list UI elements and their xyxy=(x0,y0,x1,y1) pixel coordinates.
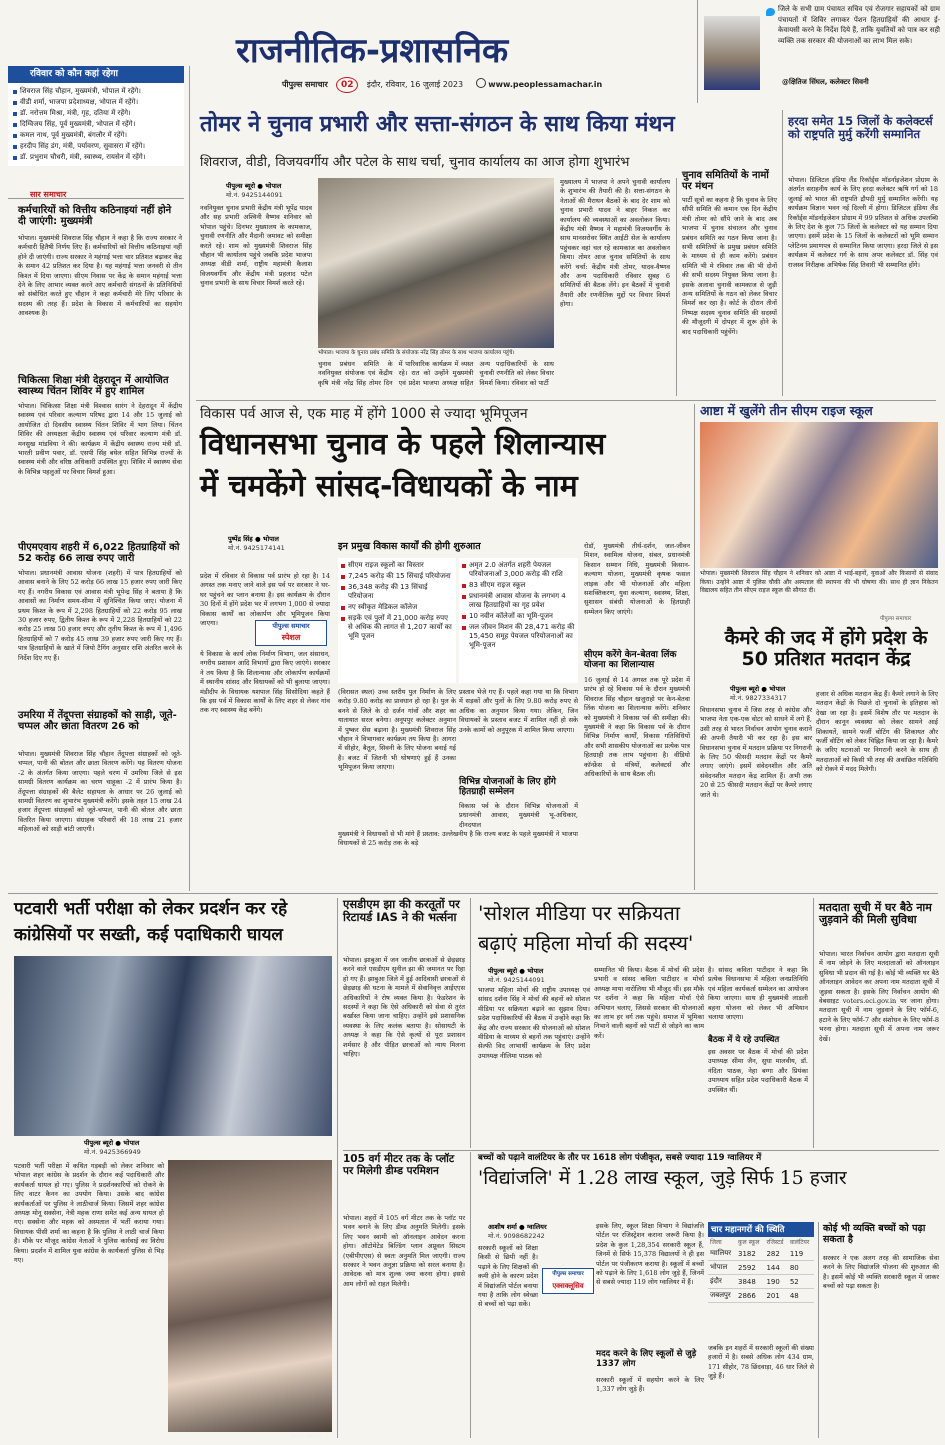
table-row xyxy=(708,1275,814,1289)
list-item: दिग्विजय सिंह, पूर्व मुख्यमंत्री, भोपाल में रहेंगे। xyxy=(12,119,182,130)
table-cell: 2866 xyxy=(736,1289,764,1303)
camera-col-1: विधानसभा चुनाव में जिस तरह से कांग्रेस और भाजपा नेता एक-एक वोटर को साधने में लगे हैं, उसी तरह से भारत निर्वाचन आयोग चुनाव कराने की अपनी तैयारी भी कर रहा है। इस बार विधानसभा चुनाव में मतदान प्रक्रिया पर निगरानी के लिए 50 फीसदी मतदान केंद्रों पर कैमरे लगाए जाएंगे। इसमें संवेदनशील और अति संवेदनशील मतदान केंद्र शामिल हैं। अभी तक 20 से 25 फीसदी मतदान केंद्रों पर कैमरे लगाए जाते थे। xyxy=(700,706,812,799)
sdm-body: भोपाल। झाबुआ में जन जातीय छात्राओं से छेड़छाड़ करने वाले एसडीएम सुनील झा की जमानत पर रिहा हो गए हैं। झाबुआ जिले में हुई आदिवासी छात्राओं से छेड़छाड़ की घटना के मामले में सेवानिवृत्त आईएएस अधिकारियों ने रोष व्यक्त किया है। फेडरेशन के सदस्यों ने कहा कि ऐसे अधिकारी को सेवा से तुरंत बर्खास्त किया जाना चाहिए। उन्होंने इसे प्रशासनिक व्यवस्था के लिए कलंक बताया है। सोसायटी के अध्यक्ष ने कहा कि ऐसे कृत्यों से पूरा प्रशासन शर्मसार है और पीड़ित छात्राओं को न्याय मिलना चाहिए। xyxy=(343,956,465,1059)
lead-photo xyxy=(318,178,554,348)
table-cell: 119 xyxy=(788,1247,814,1261)
table-cell: ग्वालियर xyxy=(708,1247,736,1261)
list-item: डॉ. प्रभुराम चौधरी, मंत्री, स्वास्थ्य, रायसेन में रहेंगे। xyxy=(12,152,182,163)
vidyanjali-headline: 'विद्यांजलि' में 1.28 लाख स्कूल, जुड़े सिर्फ 15 हजार xyxy=(478,1167,847,1189)
vidyanjali-sub-headline: मदद करने के लिए स्कूलों से जुड़े 1337 लोग xyxy=(596,1349,697,1369)
patwari-headline-1: पटवारी भर्ती परीक्षा को लेकर प्रदर्शन कर रहे xyxy=(14,899,288,919)
byline: आशीष शर्मा ● ग्वालियर xyxy=(488,1223,547,1231)
list-item: नए स्वीकृत मेडिकल कॉलेज xyxy=(341,603,453,612)
list-item: 83 सीएम राइज स्कूल xyxy=(462,581,575,590)
ken-betwa-body: 16 जुलाई से 14 अगस्त तक पूरे प्रदेश में प्रारंभ हो रहे विकास पर्व के दौरान मुख्यमंत्री शिवराज सिंह चौहान खजुराहो पर केन-बेतवा लिंक योजना का शिलान्यास करेंगे। शनिवार को मुख्यमंत्री ने विकास पर्व की समीक्षा की। मुख्यमंत्री ने कहा कि विकास पर्व के दौरान विभिन्न निर्माण कार्यों, विकास गतिविधियों और सभी शासकीय योजनाओं का प्रत्येक पात्र हितग्राही तक लाभ पहुंचाना है। वीडियो कॉन्फ्रेंस से मंत्रियों, कलेक्टर्स और अधिकारियों के साथ बैठक ली। xyxy=(584,676,690,779)
table-cell: 201 xyxy=(764,1289,787,1303)
list-item: कमल नाथ, पूर्व मुख्यमंत्री, बंगलौर में रहेंगे। xyxy=(12,130,182,141)
list-item: हरदीप सिंह डंग, मंत्री, पर्यावरण, सुवासरा में रहेंगे। xyxy=(12,141,182,152)
ashta-caption: भोपाल। मुख्यमंत्री शिवराज सिंह चौहान ने शनिवार को आष्टा में भाई-बहनों, युवाओं और किसानों से संवाद किया। उन्होंने आष्टा में पुलिस चौकी और अस्पताल की स्थापना की भी घोषणा की। साथ ही ज्ञान निकेतन विद्यालय सहित तीन सीएम राइज स्कूल की सौगात दी। xyxy=(700,570,938,594)
vidyanjali-side-headline: कोई भी व्यक्ति बच्चों को पढ़ा सकता है xyxy=(823,1223,926,1245)
vikas-body-4: प्रस्ताव भेजे गए हैं। पहले कहा गया था कि विभाग में सड़कों और पुलों के लिए 9.80 करोड़ रुपए से अधिक का अनुमान किया गया। लेकिन, जिन विधायकों के प्रस्ताव बजट में शामिल नहीं हो सके उनके कामों को अनुपूरक में शामिल किया जाएगा। xyxy=(459,688,578,734)
vidyanjali-side-body: सरकार ने एक अलग तरह की सामाजिक सेवा करने के लिए विद्यांजलि योजना की शुरुआत की है। इसमें कोई भी व्यक्ति सरकारी स्कूल में जाकर बच्चों को पढ़ा सकता है। xyxy=(823,1254,939,1291)
list-item: प्रधानमंत्री आवास योजना के लगभग 4 लाख हितग्राहियों का गृह प्रवेश xyxy=(462,592,575,610)
whereabouts-box xyxy=(8,66,184,166)
plot-body: भोपाल। शहरों में 105 वर्ग मीटर तक के प्लॉट पर भवन बनाने के लिए डीम्ड अनुमति मिलेगी। इसके लिए भवन स्वामी को ऑनलाइन आवेदन करना होगा। ऑटोमेटेड बिल्डिंग प्लान अप्रूवल सिस्टम (एबीपीएएस) से स्वतः अनुमति मिल जाएगी। राज्य सरकार ने भवन अनुज्ञा प्रक्रिया को सरल बनाया है। आवेदक को मात्र शुल्क जमा करना होगा। इससे आम लोगों को राहत मिलेगी। xyxy=(343,1214,465,1288)
committees-headline: चुनाव समितियों के नामों पर मंथन xyxy=(682,170,769,193)
mobile-number: मो.नं. 9425366949 xyxy=(84,1148,141,1156)
city-table-box xyxy=(708,1222,814,1342)
vidyanjali-byline-block xyxy=(488,1222,598,1240)
section-title: राजनीतिक-प्रशासनिक xyxy=(236,31,509,71)
byline: पीपुल्स ब्यूरो ● भोपाल xyxy=(730,685,786,693)
social-col-1: भाजपा महिला मोर्चा की राष्ट्रीय उपाध्यक्ष एवं सांसद दर्शना सिंह ने मोर्चा की बहनों को सोशल मीडिया पर सक्रियता बढ़ाने का सुझाव दिया। प्रदेश पदाधिकारियों की बैठक में उन्होंने कहा कि केंद्र और राज्य सरकार की योजनाओं को सोशल मीडिया के माध्यम से बहनों तक पहुंचाएं। उन्होंने सेल्फी विद लाभार्थी कार्यक्रम के लिए प्रदेश उपाध्यक्ष नीलिमा पाठक को xyxy=(478,986,590,1060)
patwari-headline-2: कांग्रेसियों पर सख्ती, कई पदाधिकारी घायल xyxy=(14,925,283,945)
page-number: 02 xyxy=(336,77,358,93)
dateline: इंदौर, रविवार, 16 जुलाई 2023 xyxy=(366,80,464,89)
list-item: 7,245 करोड़ की 15 सिंचाई परियोजना xyxy=(341,572,453,581)
paper-name: पीपुल्स समाचार xyxy=(282,80,328,89)
divider xyxy=(470,1152,471,1438)
divider xyxy=(343,1150,939,1151)
brief-4-body: भोपाल। मुख्यमंत्री शिवराज सिंह चौहान तेंदूपत्ता संग्राहकों को जूते-चप्पल, पानी की बोतल और छाता वितरण करेंगे। यह वितरण योजना -2 के अंतर्गत किया जाएगा। पहले चरण में उमरिया जिले से इस सामग्री वितरण कार्यक्रम का चरण चाहूका -2 में प्रारंभ किया है। तेंदूपत्ता संग्राहकों की बैलेट सहायता के आधार पर 26 जुलाई को सामग्री वितरण का शुभारंभ मुख्यमंत्री करेंगे। इसके तहत 15 लाख 24 हजार तेंदूपत्ता संग्राहकों को जूते-चप्पल, पानी की बोतल और छाता वितरित किया जाएगा। संग्राहक परिवारों की 18 लाख 21 हजार महिलाओं को साड़ी बांटी जाएगी। xyxy=(18,750,182,834)
patwari-photo-top xyxy=(14,956,332,1136)
exclusive-tag: एक्सक्लूसिव xyxy=(552,1282,584,1290)
vikas-right-col: रोडॉ, मुख्यमंत्री तीर्थ-दर्शन, जल-जीवन मिशन, स्वामित्व योजना, संबल, प्रधानमंत्री किसान सम्मान निधि, मुख्यमंत्री किसान-कल्याण योजना, मुख्यमंत्री कृषक फसल लाइक और भी योजनाओं और महिला सशक्तिकरण, युवा कल्याण, स्वास्थ्य, शिक्षा, सुशासन संबंधी योजनाओं के हितग्राही सम्मेलन किए जाएंगे। xyxy=(584,542,690,616)
dev-works-right xyxy=(459,558,578,683)
social-headline-2: बढ़ाएं महिला मोर्चा की सदस्य' xyxy=(478,931,694,955)
mobile-number: मो.नं. 9098682242 xyxy=(488,1232,545,1240)
vikas-kicker: विकास पर्व आज से, एक माह में होंगे 1000 से ज्यादा भूमिपूजन xyxy=(200,406,528,422)
social-sub-body: इस अवसर पर बैठक में मोर्चा की प्रदेश उपाध्यक्ष सीमा जैन, सुधा मालवीय, डॉ. नंदिता पाठक, नेहा बग्गा और प्रियंका उपाध्याय सहित प्रदेश पदाधिकारी बैठक में उपस्थित थीं। xyxy=(708,1048,808,1094)
special-paper: पीपुल्स समाचार xyxy=(272,622,310,630)
vikas-body-3: (विरासत स्थल) उच्च स्तरीय पुल निर्माण के लिए करोड़ 9.80 करोड़ का प्रावधान हो रहा है। पुल के बनने से जिले के दो दर्जन गांवों और शहर का यातायात सरल बनेगा। अनूपपुर कलेक्टर अनुमान में पुष्कर सेंस बढ़ाना है। मुख्यमंत्री शिवराज सिंह चौहान ने विभागवार कार्यक्रम तय किया है। आगरा में सीहोर, बैतूल, सिवनी के लिए योजना बनाई गई है। बजट में जितनी भी घोषणाएं हुई हैं उनका भूमिपूजन किया जाएगा। xyxy=(338,688,456,772)
social-headline-1: 'सोशल मीडिया पर सक्रियता xyxy=(478,901,681,925)
list-item: 36,348 करोड़ की 13 सिंचाई परियोजना xyxy=(341,583,453,601)
divider xyxy=(470,898,471,1148)
voterlist-body: भोपाल। भारत निर्वाचन आयोग द्वारा मतदाता सूची में नाम जोड़ने के लिए मतदाताओं को ऑनलाइन सुविधा भी प्रदान की गई है। कोई भी व्यक्ति घर बैठे ऑनलाइन आवेदन कर अपना नाम मतदाता सूची में जुड़वा सकता है। इसके लिए निर्वाचन आयोग की वेबसाइट voters.eci.gov.in पर जाना होगा। मतदाता सूची में नाम जुड़वाने के लिए फॉर्म-6, हटाने के लिए फॉर्म-7 और संशोधन के लिए फॉर्म-8 भरना होगा। मतदाता सूची में अपना नाम जरूर देखें। xyxy=(819,950,939,1043)
list-item: वीडी शर्मा, भाजपा प्रदेशाध्यक्ष, भोपाल में रहेंगे। xyxy=(12,97,182,108)
table-cell: 282 xyxy=(764,1247,787,1261)
vikas-bottom: मुख्यमंत्री ने विधायकों से भी मांगे हैं प्रस्ताव: उल्लेखनीय है कि राज्य बजट के पहले मुख्यमंत्री ने भाजपा विधायकों से 25 करोड़ तक के बड़े xyxy=(338,830,578,848)
twitter-icon xyxy=(766,8,775,16)
byline: पुष्पेंद्र सिंह ● भोपाल xyxy=(228,535,279,543)
divider xyxy=(818,1222,819,1438)
table-cell: 3848 xyxy=(736,1275,764,1289)
camera-headline: कैमरे की जद में होंगे प्रदेश के 50 प्रतिशत मतदान केंद्र xyxy=(724,627,928,671)
table-row xyxy=(708,1247,814,1261)
table-header: जिला xyxy=(710,1239,722,1246)
mobile-number: मो.नं. 9425144091 xyxy=(226,191,283,199)
vidyanjali-sub-body: सरकारी स्कूलों में सहयोग करने के लिए 1,337 लोग जुड़े हैं। xyxy=(596,1376,704,1394)
table-cell: 52 xyxy=(788,1275,814,1289)
tweet-author: @क्षितिज सिंघल, कलेक्टर सिवनी xyxy=(782,78,869,86)
list-item: डॉ. नरोत्तम मिश्रा, मंत्री, गृह, दतिया में रहेंगे। xyxy=(12,108,182,119)
vidyanjali-kicker: बच्चों को पढ़ाने वालंटियर के तौर पर 1618 लोग पंजीकृत, सबसे ज्यादा 119 ग्वालियर में xyxy=(478,1153,762,1163)
brief-2-body: भोपाल। चिकित्सा शिक्षा मंत्री विश्वास सारंग ने देहरादून में केंद्रीय स्वास्थ्य एवं परिवार कल्याण परिषद द्वारा 14 और 15 जुलाई को आयोजित दो दिवसीय स्वास्थ्य चिंतन शिविर में भाग लिया। चिंतन शिविर की अध्यक्षता केंद्रीय स्वास्थ्य एवं परिवार कल्याण मंत्री डॉ. मनसुख मांडविया ने की। कार्यक्रम में केंद्रीय स्वास्थ्य राज्य मंत्री डॉ. भारती प्रवीण पवार, डॉ. एसपी सिंह बघेल सहित विभिन्न राज्यों के स्वास्थ्य मंत्री और वरिष्ठ अधिकारी उपस्थित हुए। शिविर में स्वास्थ्य सेवा के विभिन्न पहलुओं पर विचार विमर्श हुआ। xyxy=(18,402,182,476)
dateline-bar xyxy=(282,77,682,95)
lead-col-1: नवनियुक्त चुनाव प्रभारी केंद्रीय मंत्री भूपेंद्र यादव और सह प्रभारी अश्विनी वैष्णव शनिवार को भोपाल पहुंचे। दिनभर मुख्यालय के कामकाज, चुनावी रणनीति और मैदानी जमावट को समीक्षा करते रहे। शाम को मुख्यमंत्री शिवराज सिंह चौहान भी कार्यालय पहुंचे जबकि प्रदेश भाजपा अध्यक्ष वीडी शर्मा, राष्ट्रीय महामंत्री कैलाश विजयवर्गीय और केंद्रीय मंत्री प्रहलाद पटेल चुनाव प्रभारी के साथ विचार विमर्श करते रहे। xyxy=(200,204,312,288)
patwari-byline-block xyxy=(84,1138,204,1156)
saar-label: सार समाचार xyxy=(30,190,67,199)
harda-body: भोपाल। डिजिटल इंडिया लैंड रिकॉर्ड्स मॉडर्नाइजेशन प्रोग्राम के अंतर्गत सराहनीय कार्य के लिए हरदा कलेक्टर ऋषि गर्ग को 18 जुलाई को भारत की राष्ट्रपति द्रौपदी मुर्मु सम्मानित करेंगी। यह कार्यक्रम विज्ञान भवन नई दिल्ली में होगा। डिजिटल इंडिया लैंड रिकॉर्ड्स मॉडर्नाइजेशन प्रोग्राम में 99 प्रतिशत से अधिक उपलब्धि के लिए देश के कुल 75 जिलों के कलेक्टर को यह सम्मान दिया जाएगा। इसमें प्रदेश के 15 जिलों के कलेक्टरों को भूमि सम्मान प्लेटिनम प्रमाणपत्र से सम्मानित किया जाएगा। हरदा जिले से इस कार्यक्रम में कलेक्टर गर्ग के साथ अपर कलेक्टर डॉ. सिंह एवं राजस्व निरीक्षक अभिषेक सिंह तिवारी भी सम्मानित होंगे। xyxy=(788,176,938,269)
table-header: कुल स्कूल xyxy=(737,1239,760,1246)
tweet-text: जिले के सभी ग्राम पंचायत सचिव एवं रोजगार सहायकों को ग्राम पंचायतों में शिविर लगाकर पेंशन हितग्राहियों की आधार ई-केवायसी करने के निर्देश दिये हैं, ताकि युवतियों को पात्र कर सही व्यक्ति तक सरकार की योजनाओं का लाभ मिल सके। xyxy=(778,5,940,45)
table-cell: 2592 xyxy=(736,1261,764,1275)
brief-3-headline: पीएमएवाय शहरी में 6,022 हितग्राहियों को 52 करोड़ 66 लाख रुपए जारी xyxy=(18,542,180,565)
list-item: सड़कें एवं पुलों में 21,000 करोड़ रुपए से अधिक की लागत से 1,207 कार्यों का भूमि पूजन xyxy=(341,614,453,641)
sammelan-body: विकास पर्व के दौरान विभिन्न योजनाओं में प्रधानमंत्री आवास, मुख्यमंत्री भू-अधिकार, दीनदयाल xyxy=(459,802,578,829)
byline: पीपुल्स ब्यूरो ● भोपाल xyxy=(226,182,282,190)
vikas-headline-2: में चमकेंगे सांसद-विधायकों के नाम xyxy=(200,469,578,504)
table-row xyxy=(708,1261,814,1275)
special-tag: स्पेशल xyxy=(281,633,301,642)
ashta-photo xyxy=(700,422,938,568)
table-header: रजिस्टर्ड xyxy=(766,1239,784,1246)
photo-credit: पीपुल्स समाचार xyxy=(290,1434,322,1440)
sammelan-headline: विभिन्न योजनाओं के लिए होंगे हितग्राही सम्मेलन xyxy=(459,777,556,798)
table-cell: 80 xyxy=(788,1261,814,1275)
plot-headline: 105 वर्ग मीटर तक के प्लॉट पर मिलेगी डीम्ड परमिशन xyxy=(343,1153,455,1177)
mobile-number: मो.नं. 9425174141 xyxy=(228,544,285,552)
divider xyxy=(189,66,190,891)
exclusive-paper: पीपुल्स समाचार xyxy=(552,1271,584,1277)
divider xyxy=(813,898,814,1148)
table-row xyxy=(708,1289,814,1303)
brief-4-headline: उमरिया में तेंदूपत्ता संग्राहकों को साड़ी, जूते-चप्पल और छाता वितरण 26 को xyxy=(18,710,177,733)
divider xyxy=(676,178,677,396)
committees-body: पार्टी सूत्रों का कहना है कि चुनाव के लिए सौंपी समिति की कमान एक दिन केंद्रीय मंत्री तोमर को सौंपे जाने के बाद अब भाजपा में चुनाव संचालन और चुनाव प्रबंधन समिति का गठन किया जाना है। सभी समितियों के प्रमुख प्रबंधन समिति के माध्यम से ही काम करेंगे। प्रबंधन समिति भी मे रविवार तक की भी दोनों की सभी सदस्य नियुक्त किया जाना है। इसके अलावा चुनावी कामकाज से जुड़ी अन्य समितियों के गठन को लेकर विचार विमर्श कर रहा है। कोर्ट के दौरान तीनों निष्पक्ष सदस्य चुनाव समिति की सदस्यों की मौजूदगी में दोपहर में शुरू होने के बाद पदाधिकारी पहुंचेंगे। xyxy=(682,196,777,336)
photo-credit: पीपुल्स समाचार xyxy=(880,616,912,622)
table-cell: जबलपुर xyxy=(708,1289,736,1303)
list-item: 10 नवीन कॉलेजों का भूमि-पूजन xyxy=(462,612,575,621)
website-link[interactable]: www.peoplessamachar.in xyxy=(488,80,603,89)
social-col-3: है। सांसद कविता पाटीदार ने कहा कि प्रत्येक विधानसभा में महिला जनप्रतिनिधि एवं महिला कार्यकर्ता सम्मेलन का आयोजन किया जाएगा। साथ ही मुख्यमंत्री लाडली बहना योजना को लेकर भी अभियान चलाया जाएगा। xyxy=(708,966,808,1022)
table-cell: 144 xyxy=(764,1261,787,1275)
ken-betwa-headline: सीएम करेंगे केन-बेतवा लिंक योजना का शिलान्यास xyxy=(584,650,677,671)
vikas-headline-1: विधानसभा चुनाव के पहले शिलान्यास xyxy=(200,427,606,462)
list-item: सीएम राइज स्कूलों का विस्तार xyxy=(341,561,453,570)
vidyanjali-col-1: सरकारी स्कूलों को शिक्षा किसी से छिपी नहीं है। पढ़ाने के लिए शिक्षकों की कमी होने के कारण प्रदेश में विद्यांजलि पोर्टल बनाया गया है ताकि लोग स्वेच्छा से बच्चों को पढ़ा सकें। xyxy=(478,1244,538,1309)
patwari-body: पटवारी भर्ती परीक्षा में कथित गड़बड़ी को लेकर शनिवार को भोपाल शहर कांग्रेस के प्रदर्शन के दौरान कई पदाधिकारी और कार्यकर्ता घायल हो गए। पुलिस ने प्रदर्शनकारियों को रोकने के लिए वाटर कैनन का उपयोग किया। उसके बाद कांग्रेस कार्यकर्ताओं पर पुलिस ने लाठीचार्ज किया। जिसमें शहर कांग्रेस अध्यक्ष मोनू सक्सेना, नेत्री महक राणा समेत कई अन्य घायल हो गए। सक्सेना और महक को अस्पताल में भर्ती कराया गया। विधायक पीसी शर्मा का कहना है कि पुलिस ने लाठी चार्ज किया है। मौके पर मौजूद कांग्रेस नेताओं ने पुलिस कार्रवाई का विरोध किया। प्रदर्शन में शामिल युवा कांग्रेस के कार्यकर्ता पुलिस से भिड़ गए। xyxy=(14,1162,164,1265)
lead-headline: तोमर ने चुनाव प्रभारी और सत्ता-संगठन के साथ किया मंथन xyxy=(200,112,675,137)
globe-icon xyxy=(476,78,486,88)
divider xyxy=(8,893,938,894)
table-cell: 48 xyxy=(788,1289,814,1303)
city-table-note: जबकि इन शहरों में सरकारी स्कूलों की संख्या हजारों में है। सबसे अधिक लोग 434 ग्राम, 171 सीहोर, 78 छिंदवाड़ा, 46 धार जिले से जुड़े हैं। xyxy=(708,1344,814,1381)
byline: पीपुल्स ब्यूरो ● भोपाल xyxy=(488,967,544,975)
lead-photo-caption: भोपाल। भाजपा के चुनाव प्रबंध समिति के संयोजक नरेंद्र सिंह तोमर के साथ भाजपा कार्यालय पहुंचे। xyxy=(318,350,515,356)
city-table-title: चार महानगरों की स्थिति xyxy=(708,1222,814,1237)
table-cell: 3182 xyxy=(736,1247,764,1261)
divider xyxy=(337,898,338,1438)
divider xyxy=(196,400,936,401)
vidyanjali-col-3 xyxy=(478,1366,592,1438)
patwari-photo-bottom xyxy=(168,1160,332,1432)
byline: पीपुल्स ब्यूरो ● भोपाल xyxy=(84,1139,140,1147)
mobile-number: मो.नं. 9827334317 xyxy=(730,694,787,702)
special-badge xyxy=(255,620,327,646)
divider xyxy=(8,198,184,199)
voterlist-headline: मतदाता सूची में घर बैठे नाम जुड़वाने की मिली सुविधा xyxy=(819,901,932,927)
dev-works-left xyxy=(338,558,456,683)
list-item: जल जीवन मिशन की 28,471 करोड़ की 15,450 समूह पेयजल परियोजनाओं का भूमि-पूजन xyxy=(462,623,575,650)
social-col-2: सम्मानित भी किया। बैठक में मोर्चा की प्रदेश प्रभारी व सांसद कविता पाटीदार व मोर्चा अध्यक्ष माया नारोलिया भी मौजूद थीं। इस मौके पर दर्शना ने कहा कि महिला मोर्चा ऐसे अभियान चलाए, जिससे सरकार की योजनाओं का लाभ हर वर्ग तक पहुंचे। समाज में भूमिका निभाने वाली बहनों को पार्टी से जोड़ने का काम करें। xyxy=(594,966,704,1040)
brief-3-body: भोपाल। प्रधानमंत्री आवास योजना (शहरी) में पात्र हितग्राहियों को आवास बनाने के लिए 52 करोड़ 66 लाख 15 हजार रुपए जारी किए गए हैं। नगरीय विकास एवं आवास मंत्री भूपेन्द्र सिंह ने बताया है कि आवासों का निर्माण समय-सीमा में सुनिश्चित किया जाए। योजना में प्रथम किश्त के रूप में 2,298 हितग्राहियों को 22 करोड़ 95 लाख 30 हजार रुपए, द्वितीय किश्त के रूप में 2,228 हितग्राहियों को 22 करोड़ 25 लाख 50 हजार रुपए और तृतीय किश्त के रूप में 1,496 हितग्राहियों को 7 करोड़ 45 लाख 39 हजार रुपए जारी किए गए हैं। पात्र हितग्राहियों के खाते में जियो टैगिंग अनुसार राशि अंतरित करने के निर्देश दिए गए हैं। xyxy=(18,569,182,662)
lead-deck: शिवराज, वीडी, विजयवर्गीय और पटेल के साथ चर्चा, चुनाव कार्यालय का आज होगा शुभारंभ xyxy=(200,155,630,170)
divider xyxy=(782,110,783,396)
list-item: अमृत 2.0 अंतर्गत शहरी पेयजल परियोजनाओं 3,000 करोड़ की राशि xyxy=(462,561,575,579)
collector-photo xyxy=(704,16,760,90)
table-cell: भोपाल xyxy=(708,1261,736,1275)
social-sub-headline: बैठक में ये रहे उपस्थित xyxy=(708,1035,780,1045)
mobile-number: मो.नं. 9425144091 xyxy=(488,976,545,984)
vikas-body-1: प्रदेश में रविवार से विकास पर्व प्रारंभ हो रहा है। 14 अगस्त तक मनाए जाने वाले इस पर्व पर सरकार ने घर-घर पहुंचने का प्लान बनाया है। इस कार्यक्रम के दौरान 30 दिनों में होंगे प्रदेश भर में लगभग 1,000 से ज्यादा विकास कार्यों का लोकार्पण और भूमिपूजन किया जाएगा। xyxy=(200,572,330,628)
whereabouts-title: रविवार को कौन कहां रहेगा xyxy=(8,66,184,83)
ashta-headline: आष्टा में खुलेंगे तीन सीएम राइज स्कूल xyxy=(700,403,873,418)
table-cell: इंदौर xyxy=(708,1275,736,1289)
list-item: शिवराज सिंह चौहान, मुख्यमंत्री, भोपाल में रहेंगे। xyxy=(12,86,182,97)
table-cell: 190 xyxy=(764,1275,787,1289)
brief-2-headline: चिकित्सा शिक्षा मंत्री देहरादून में आयोजित स्वास्थ्य चिंतन शिविर में हुए शामिल xyxy=(18,375,169,398)
vikas-body-2: ये विकास के कार्य लोक निर्माण विभाग, जल संसाधन, नगरीय प्रशासन आदि विभागों द्वारा किए जाएंगे। सरकार ने तय किया है कि शिलान्यास और लोकार्पण कार्यक्रमों में स्थानीय सांसद और विधायकों को भी बुलाया जाएगा। मंडीदीप के विधायक यशपाल सिंह सिसोदिया कहते हैं कि इस पर्व में विकास कार्यों के लिए शहर से लेकर गांव तक नए स्वास्थ्य केंद्र बनेंगे। xyxy=(200,650,330,715)
whereabouts-list xyxy=(12,86,182,163)
exclusive-badge xyxy=(542,1268,594,1294)
tweet-box xyxy=(697,0,945,103)
brief-1-headline: कर्मचारियों को वित्तीय कठिनाइयां नहीं होने दी जाएंगी: मुख्यमंत्री xyxy=(18,205,172,228)
vikas-byline-block xyxy=(228,534,338,552)
camera-col-2: हजार से अधिक मतदान केंद्र हैं। कैमरे लगाने के लिए मतदान केंद्रों के पिछले दो चुनावों के इतिहास को देखा जा रहा है। इसमें विशेष तौर पर मतदान के दौरान कानून व्यवस्था को लेकर सामने आई शिकायतें, सामने फर्जी वोटिंग की शिकायत और फर्जी वोटिंग को लेकर चिह्नित किया जा रहा है। कैमरे के जरिए घटनाओं पर निगरानी करने के साथ ही मतदाताओं को किसी भी तरह की अवांछित गतिविधि को रोकने में मदद मिलेगी। xyxy=(816,690,938,774)
lead-col-2: चुनाव प्रबंधन समिति के नवनियुक्त संयोजक एवं केंद्रीय कृषि मंत्री नरेंद्र सिंह तोमर दिन में पारिवारिक कार्यक्रम में व्यस्त रहे। रात को उन्होंने मुख्यमंत्री एवं प्रदेश भाजपा अध्यक्ष सहित अन्य पदाधिकारियों के साथ चुनावी रणनीति को लेकर विचार विमर्श किया। रविवार को पार्टी xyxy=(318,360,554,387)
table-header: वालंटियर xyxy=(789,1239,810,1246)
brief-1-body: भोपाल। मुख्यमंत्री शिवराज सिंह चौहान ने कहा है कि राज्य सरकार ने कर्मचारी हितैषी निर्णय लिए हैं। कर्मचारियों को वित्तीय कठिनाइयां नहीं होने दी जाएंगी। राज्य सरकार ने महंगाई भत्ता चार प्रतिशत बढ़ाकर केंद्र के समान 42 प्रतिशत कर दिया है। यह महंगाई भत्ता जनवरी से तीन किश्त में दिया जाएगा। सीएम निवास पर केंद्र के समान महंगाई भत्ता देने के लिए आभार व्यक्त करने आए कर्मचारी संगठनों के प्रतिनिधियों को संबोधित करते हुए चौहान ने कहा कर्मचारी मेरे लिए परिवार के सदस्य की तरह हैं। प्रदेश के विकास में कर्मचारियों का सहयोग आवश्यक है। xyxy=(18,234,182,318)
lead-col-3: मुख्यालय में भाजपा ने अपने चुनावी कार्यालय के शुभारंभ की तैयारी की है। सत्ता-संगठन के नेताओं की मैराथन बैठकों के बाद देर शाम को चुनाव प्रभारी यादव ने बाहर निकल कर कार्यालय की व्यवस्थाओं का अवलोकन किया। केंद्रीय मंत्री वैष्णव ने महामंत्री विजयवर्गीय के साथ मानसरोवर स्थित आईटी सेल के कार्यालय पहुंचकर वहां चल रहे कामकाज का अवलोकन किया। तोमर आज चुनाव समितियों के साथ करेंगे चर्चा: केंद्रीय मंत्री तोमर, यादव-वैष्णव और अन्य पदाधिकारी रविवार सुबह 6 समितियों की बैठक लेंगे। इन बैठकों में चुनावी तैयारी और रणनीतिक मुद्दों पर विचार विमर्श होगा। xyxy=(560,178,670,309)
dev-works-title: इन प्रमुख विकास कार्यों की होगी शुरुआत xyxy=(338,541,481,552)
city-table xyxy=(708,1237,814,1303)
harda-headline: हरदा समेत 15 जिलों के कलेक्टर्स को राष्ट्रपति मुर्मु करेंगी सम्मानित xyxy=(788,114,933,141)
divider xyxy=(694,404,695,890)
vidyanjali-col-2: इसके लिए, स्कूल शिक्षा विभाग ने विद्यांजलि पोर्टल पर रजिस्ट्रेशन कराना जरूरी किया है। प्रदेश के कुल 1,28,354 सरकारी स्कूल हैं, जिनमें से सिर्फ 15,378 विद्यालयों ने ही इस पोर्टल पर पंजीकरण कराया है। स्कूलों में बच्चों को पढ़ाने के लिए 1,618 लोग जुड़े हैं, जिनमें से सबसे ज्यादा 119 लोग ग्वालियर में हैं। xyxy=(596,1222,704,1287)
sdm-headline: एसडीएम झा की करतूतों पर रिटायर्ड IAS ने की भर्त्सना xyxy=(343,897,460,924)
social-byline-block xyxy=(488,966,608,984)
